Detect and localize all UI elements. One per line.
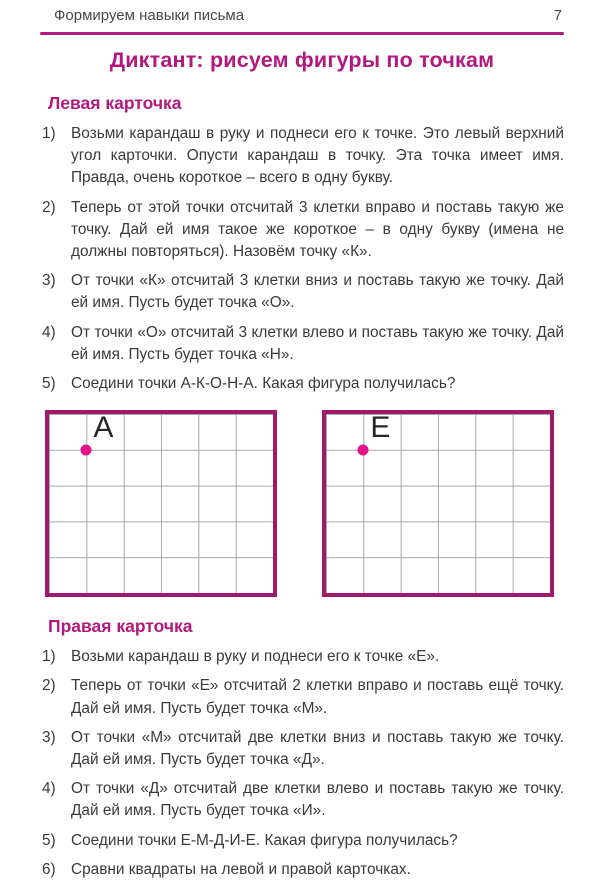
- instruction-list-right: [40, 646, 564, 881]
- instruction-item: [40, 270, 564, 314]
- page-number: 7: [553, 7, 562, 24]
- item-text: От точки «Д» отсчитай две клетки влево и поставь такую же точку. Дай ей имя. Пусть будет точка «И».: [71, 780, 564, 820]
- instruction-item: [40, 830, 564, 852]
- instruction-item: [40, 675, 564, 719]
- item-number: 4): [42, 323, 56, 341]
- point-label: Е: [370, 411, 391, 445]
- item-text: От точки «О» отсчитай 3 клетки влево и поставь такую же точку. Дай ей имя. Пусть будет точка «Н».: [71, 323, 564, 363]
- item-number: 1): [42, 125, 56, 142]
- section-heading-right: Правая карточка: [48, 616, 193, 637]
- point-dot: [358, 445, 369, 456]
- point-dot: [81, 445, 92, 456]
- instruction-item: [40, 778, 564, 822]
- right-card-section: [40, 616, 564, 881]
- running-title: Формируем навыки письма: [54, 7, 245, 24]
- instruction-item: [40, 322, 564, 366]
- item-text: От точки «К» отсчитай 3 клетки вниз и поставь такую же точку. Дай ей имя. Пусть будет точка «О».: [71, 272, 564, 312]
- header-rule: [40, 32, 564, 35]
- item-number: 5): [42, 831, 56, 849]
- grid-cards-row: [45, 410, 564, 597]
- item-number: 3): [42, 272, 56, 290]
- item-number: 2): [42, 198, 56, 216]
- item-text: Теперь от этой точки отсчитай 3 клетки вправо и поставь такую же точку. Дай ей имя такое же короткое – в одну букву (имена не должны повторяться). Назовём точку «К».: [71, 198, 564, 261]
- item-number: 4): [42, 780, 56, 798]
- item-text: От точки «М» отсчитай две клетки вниз и поставь такую же точку. Дай ей имя. Пусть будет точка «Д».: [71, 728, 564, 769]
- item-number: 3): [42, 728, 56, 746]
- item-text: Возьми карандаш в руку и поднеси его к точке «Е».: [71, 648, 440, 666]
- item-number: 1): [42, 648, 56, 666]
- item-text: Сравни квадраты на левой и правой карточках.: [71, 860, 411, 878]
- right-grid-card: [322, 410, 554, 597]
- instruction-list-left: [40, 123, 564, 395]
- item-number: 2): [42, 677, 56, 695]
- instruction-item: [40, 727, 564, 771]
- point-label: А: [93, 411, 114, 445]
- item-number: 5): [42, 375, 56, 393]
- section-heading-left: Левая карточка: [48, 93, 182, 113]
- page-title: Диктант: рисуем фигуры по точкам: [109, 48, 495, 72]
- left-grid-card: [45, 410, 277, 597]
- instruction-item: [40, 373, 564, 395]
- item-text: Возьми карандаш в руку и поднеси его к точке. Это левый верхний угол карточки. Опусти карандаш в точку. Эта точка имеет имя. Правда, очень короткое – всего в одну букву.: [71, 125, 564, 187]
- page-header: [40, 7, 564, 24]
- left-card-section: [40, 93, 564, 395]
- item-text: Соедини точки Е-М-Д-И-Е. Какая фигура получилась?: [71, 831, 458, 849]
- item-text: Теперь от точки «Е» отсчитай 2 клетки вправо и поставь ещё точку. Дай ей имя. Пусть будет точка «М».: [71, 677, 564, 717]
- instruction-item: [40, 859, 564, 881]
- item-number: 6): [42, 860, 56, 878]
- item-text: Соедини точки А-К-О-Н-А. Какая фигура получилась?: [71, 375, 456, 393]
- instruction-item: [40, 123, 564, 190]
- instruction-item: [40, 646, 564, 668]
- instruction-item: [40, 197, 564, 264]
